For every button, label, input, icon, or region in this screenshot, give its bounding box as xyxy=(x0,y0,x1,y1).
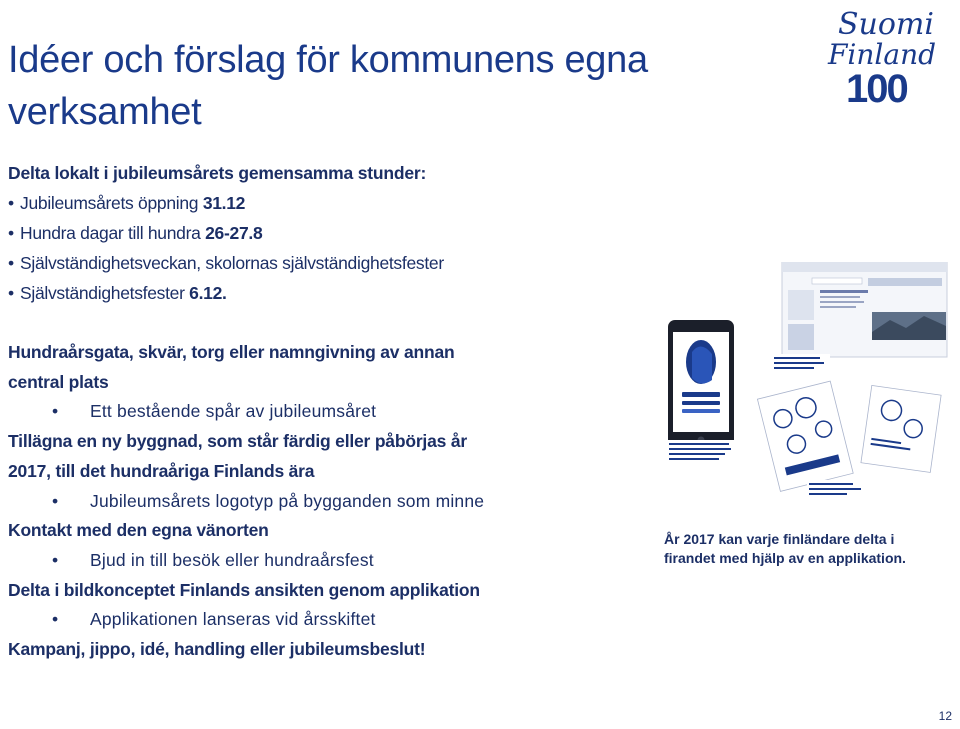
bullet-icon: • xyxy=(52,549,59,570)
idea-sub-text: Jubileumsårets logotyp på bygganden som minne xyxy=(90,490,485,511)
phone-mockup xyxy=(668,320,734,448)
idea-sub-text: Ett bestående spår av jubileumsåret xyxy=(90,401,377,422)
ideas-section xyxy=(8,338,648,665)
idea-heading-cont: 2017, till det hundraåriga Finlands ära xyxy=(8,460,315,481)
event-text: Hundra dagar till hundra xyxy=(20,223,206,243)
logo-finland-text: Finland xyxy=(828,38,937,71)
event-item xyxy=(8,218,608,248)
idea-sub xyxy=(8,487,648,517)
event-item xyxy=(8,248,608,278)
website-screenshot xyxy=(782,262,947,357)
idea-sub xyxy=(8,546,648,576)
app-caption: År 2017 kan varje finländare delta i firandet med hjälp av en applikation. xyxy=(664,531,906,566)
logo-suomi-text: Suomi xyxy=(838,7,934,42)
idea-heading: Kontakt med den egna vänorten xyxy=(8,520,269,541)
bullet-icon: • xyxy=(52,490,59,511)
logo-100-text: 100 xyxy=(846,67,907,108)
idea-sub xyxy=(8,397,648,427)
bullet-icon: • xyxy=(8,193,14,213)
bullet-icon: • xyxy=(52,609,59,630)
app-preview-collage xyxy=(662,262,952,512)
idea-sub-text: Applikationen lanseras vid årsskiftet xyxy=(90,609,376,630)
idea-sub-text: Bjud in till besök eller hundraårsfest xyxy=(90,549,374,570)
events-section xyxy=(8,158,608,308)
event-item xyxy=(8,188,608,218)
event-text: Jubileumsårets öppning xyxy=(20,193,203,213)
event-text: Självständighetsveckan, skolornas självständighetsfester xyxy=(20,253,444,273)
idea-heading-cont: central plats xyxy=(8,371,109,392)
idea-heading: Hundraårsgata, skvär, torg eller namngivning av annan xyxy=(8,342,455,362)
bullet-icon: • xyxy=(8,253,14,273)
suomi-finland-100-logo xyxy=(818,4,958,108)
event-date: 31.12 xyxy=(202,193,246,213)
bullet-icon: • xyxy=(52,401,59,422)
event-item xyxy=(8,278,608,308)
events-heading: Delta lokalt i jubileumsårets gemensamma stunder: xyxy=(8,163,427,183)
event-text: Självständighetsfester xyxy=(20,283,190,303)
closing-line: Kampanj, jippo, idé, handling eller jubileumsbeslut! xyxy=(8,639,426,660)
bullet-icon: • xyxy=(8,283,14,303)
idea-heading: Delta i bildkonceptet Finlands ansikten genom applikation xyxy=(8,579,480,600)
event-date: 6.12. xyxy=(189,283,227,303)
bullet-icon: • xyxy=(8,223,14,243)
event-date: 26-27.8 xyxy=(205,223,263,243)
page-number: 12 xyxy=(938,709,952,723)
slide-title: Idéer och förslag för kommunens egna verksamhet xyxy=(8,39,648,133)
idea-heading: Tillägna en ny byggnad, som står färdig eller påbörjas år xyxy=(8,431,467,452)
idea-sub xyxy=(8,605,648,635)
